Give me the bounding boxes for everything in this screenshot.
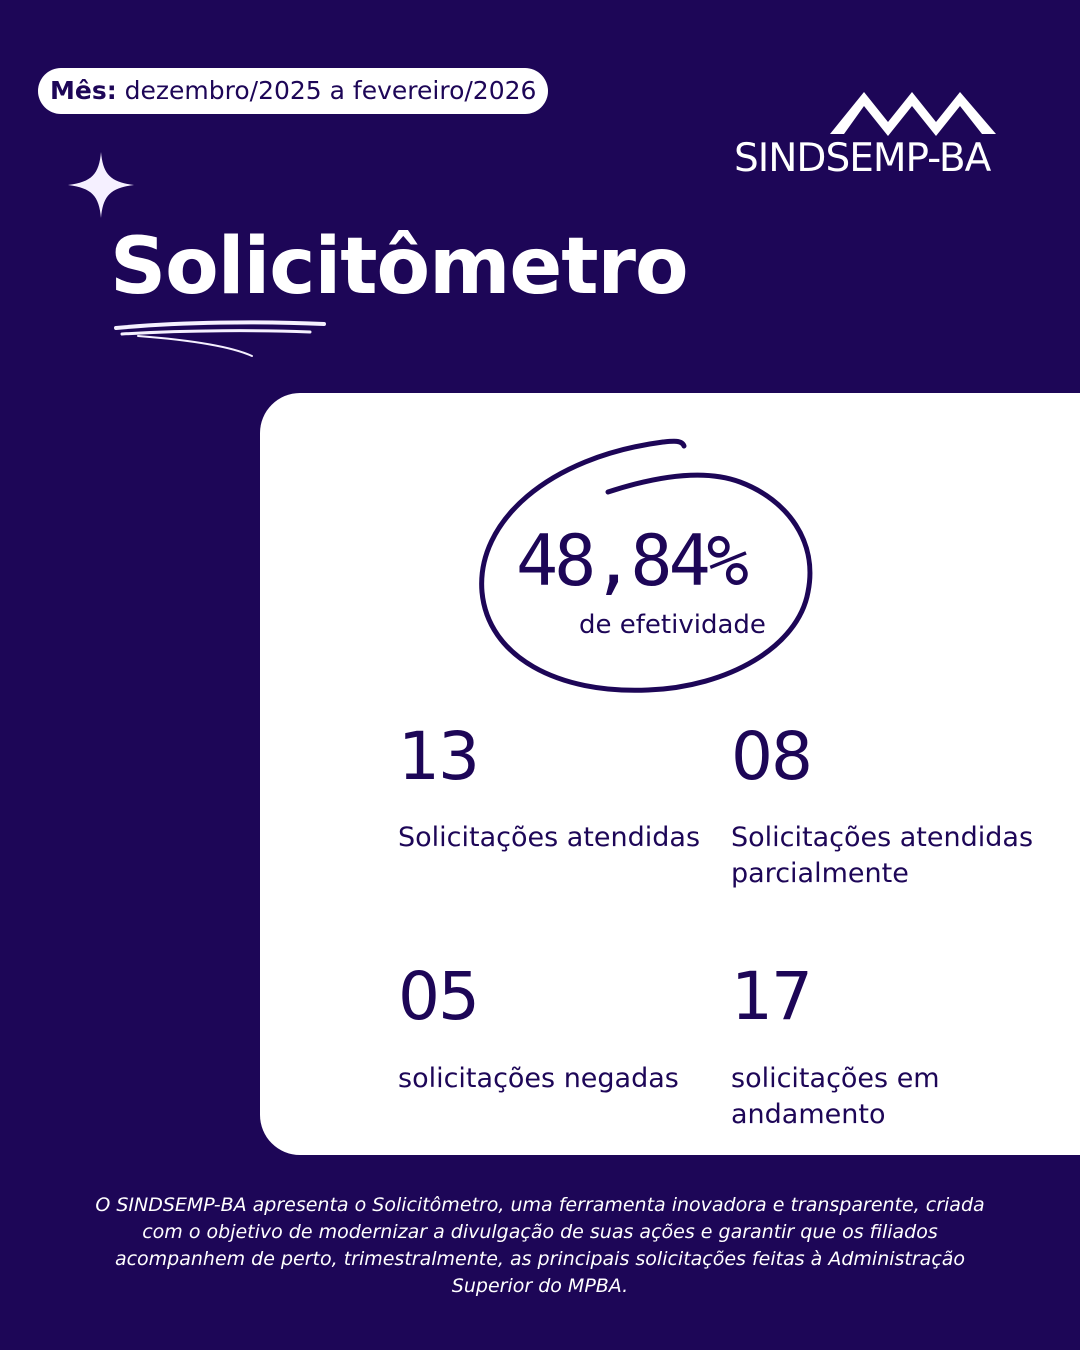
stat-label-in-progress: solicitações em andamento xyxy=(731,1063,940,1130)
stat-label-denied: solicitações negadas xyxy=(398,1063,679,1094)
mountains-icon xyxy=(830,86,1000,136)
logo-text: SINDSEMP-BA xyxy=(734,136,991,181)
stat-label-attended: Solicitações atendidas xyxy=(398,822,701,853)
sindsemp-logo xyxy=(730,86,1010,186)
month-badge xyxy=(38,68,548,114)
stat-number-denied: 05 xyxy=(398,958,478,1035)
month-label: Mês: xyxy=(50,76,117,105)
stat-number-partial: 08 xyxy=(731,718,811,795)
title-underline xyxy=(110,316,330,360)
stat-label-partial: Solicitações atendidas parcialmente xyxy=(731,822,1034,889)
month-value: dezembro/2025 a fevereiro/2026 xyxy=(124,76,537,105)
footer-description: O SINDSEMP-BA apresenta o Solicitômetro, uma ferramenta inovadora e transparente, criada com o objetivo de modernizar a divulgação de suas ações e garantir que os filiados acompanhem de perto, trimestralmente, as principais solicitações feitas à Administração Superior do MPBA. xyxy=(95,1194,985,1297)
page-title: Solicitômetro xyxy=(110,222,688,312)
stat-number-in-progress: 17 xyxy=(731,958,811,1035)
effectiveness-label: de efetividade xyxy=(579,610,766,640)
sparkle-icon xyxy=(68,152,134,218)
effectiveness-percentage: 48,84% xyxy=(516,520,745,602)
stat-number-attended: 13 xyxy=(398,718,478,795)
